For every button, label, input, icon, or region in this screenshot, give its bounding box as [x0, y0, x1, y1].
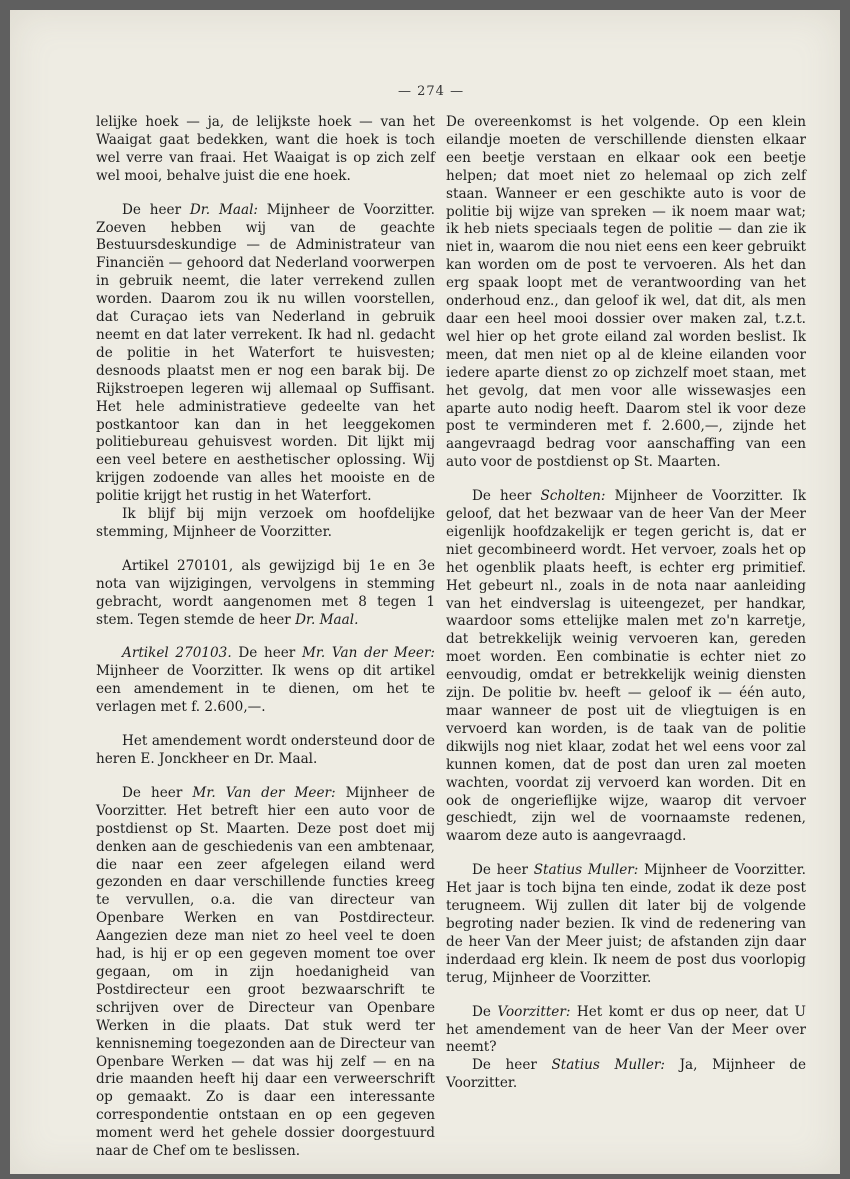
- speaker-name: Voorzitter:: [497, 1003, 571, 1020]
- article-heading: Artikel 270103.: [122, 645, 232, 662]
- right-column: [446, 114, 806, 1093]
- paragraph: De Voorzitter: Het komt er dus op neer, dat U het amendement van de heer Van der Meer over neemt?: [446, 1003, 806, 1056]
- paragraph: De overeenkomst is het volgende. Op een klein eilandje moeten de verschillende diensten elkaar een beetje verstaan en elkaar ook een beetje helpen; dat moet niet zo helemaal op zich zelf staan. Wanneer er een geschikte auto is voor de politie bij wijze van spreken — ik noem maar wat; ik heb niets speciaals tegen de politie — dan zie ik niet in, waarom die nou niet eens een keer gebruikt kan worden om de post te vervoeren. Als het dan erg spaak loopt met de verantwoording van het onderhoud enz., dan geloof ik wel, dat dit, als men daar een heel mooi dossier over maken zal, t.z.t. wel hier op het grote eiland zal worden beslist. Ik meen, dat men niet op al de kleine eilanden voor iedere aparte dienst zo op zichzelf moet staan, met het gevolg, dat men voor alle wissewasjes een aparte auto nodig heeft. Daarom stel ik voor deze post te verminderen met f. 2.600,—, zijnde het aangevraagd bedrag voor aanschaffing van een auto voor de postdienst op St. Maarten.: [446, 114, 806, 471]
- paragraph: lelijke hoek — ja, de lelijkste hoek — van het Waaigat gaat bedekken, want die hoek is toch wel verre van fraai. Het Waaigat is op zich zelf wel mooi, behalve juist die ene hoek.: [96, 114, 435, 184]
- speaker-name: Mr. Van der Meer:: [301, 645, 436, 662]
- speaker-name: Mr. Van der Meer:: [192, 784, 336, 801]
- paragraph: De heer Mr. Van der Meer: Mijnheer de Voorzitter. Het betreft hier een auto voor de postdienst op St. Maarten. Deze post doet mij denken aan de geschiedenis van een ambtenaar, die naar een zeer afgelegen eiland werd gezonden en daar verschillende functies kreeg te vervullen, o.a. die van directeur van Openbare Werken en van Postdirecteur. Aangezien deze man niet zo heel veel te doen had, is hij er op een gegeven moment toe over gegaan, om in zijn hoedanigheid van Postdirecteur een groot bezwaarschrift te schrijven over de Directeur van Openbare Werken in die plaats. Dat stuk werd ter kennisneming toegezonden aan de Directeur van Openbare Werken — dat was hij zelf — en na drie maanden heeft hij daar een verweerschrift op gemaakt. Zo is daar een interessante correspondentie ontstaan en op een gegeven moment werd het gehele dossier doorgestuurd naar de Chef om te beslissen.: [96, 784, 436, 1160]
- speaker-name: Scholten:: [540, 488, 606, 505]
- paragraph: Artikel 270103. De heer Mr. Van der Meer: Mijnheer de Voorzitter. Ik wens op dit artikel een amendement in te dienen, om het te verlagen met f. 2.600,—.: [96, 645, 436, 716]
- paragraph: Het amendement wordt ondersteund door de heren E. Jonckheer en Dr. Maal.: [96, 733, 435, 767]
- paragraph: De heer Scholten: Mijnheer de Voorzitter. Ik geloof, dat het bezwaar van de heer Van der Meer eigenlijk hoofdzakelijk er tegen gericht is, dat er niet gecombineerd wordt. Het vervoer, zoals het op het ogenblik plaats heeft, is echter erg primitief. Het gebeurt nl., zoals in de nota naar aanleiding van het eindverslag is uiteengezet, per handkar, waardoor soms ettelijke malen met zo'n karretje, dat betrekkelijk weinig vervoeren kan, gereden moet worden. Een combinatie is echter niet zo eenvoudig, omdat er betrekkelijk weinig diensten zijn. De politie bv. heeft — geloof ik — één auto, maar wanneer de post uit de vliegtuigen is en vervoerd kan worden, is de taak van de politie dikwijls nog niet klaar, zodat het wel eens voor zal kunnen komen, dat de post dan uren zal moeten wachten, voordat zij vervoerd kan worden. Dit en ook de ongerieflijke wijze, waarop dit vervoer geschiedt, zijn wel de voornaamste redenen, waarom deze auto is aangevraagd.: [446, 488, 806, 845]
- speaker-name: Dr. Maal:: [189, 201, 258, 218]
- speaker-name: Statius Muller:: [551, 1057, 665, 1074]
- paragraph: De heer Dr. Maal: Mijnheer de Voorzitter. Zoeven hebben wij van de geachte Bestuursdeskundige — de Administrateur van Financiën — gehoord dat Nederland voorwerpen in gebruik neemt, die later verrekend zullen worden. Daarom zou ik nu willen voorstellen, dat Curaçao iets van Nederland in gebruik neemt en dat later verrekent. Ik had nl. gedacht de politie in het Waterfort te huisvesten; desnoods plaatst men er nog een barak bij. De Rijkstroepen legeren wij allemaal op Suffisant. Het hele administratieve gedeelte van het postkantoor kan dan in het leeggekomen politiebureau gehuisvest worden. Dit lijkt mij een veel betere en aesthetischer oplossing. Wij krijgen zodoende van alles het mooiste en de politie krijgt het rustig in het Waterfort.: [96, 201, 435, 505]
- speaker-name: Dr. Maal.: [295, 611, 359, 628]
- left-column: [96, 114, 435, 1161]
- speaker-name: Statius Muller:: [533, 862, 639, 879]
- paragraph: De heer Statius Muller: Ja, Mijnheer de Voorzitter.: [446, 1057, 806, 1092]
- paragraph: Artikel 270101, als gewijzigd bij 1e en 3e nota van wijzigingen, vervolgens in stemming gebracht, wordt aangenomen met 8 tegen 1 stem. Tegen stemde de heer Dr. Maal.: [96, 557, 435, 628]
- paragraph: Ik blijf bij mijn verzoek om hoofdelijke stemming, Mijnheer de Voorzitter.: [96, 506, 435, 540]
- page-number: — 274 —: [398, 84, 465, 99]
- paragraph: De heer Statius Muller: Mijnheer de Voorzitter. Het jaar is toch bijna ten einde, zodat ik deze post terugneem. Wij zullen dit later bij de volgende begroting nader bezien. Ik vind de redenering van de heer Van der Meer juist; de afstanden zijn daar inderdaad erg klein. Ik neem de post dus voorlopig terug, Mijnheer de Voorzitter.: [446, 862, 807, 986]
- document-page: [10, 10, 840, 1174]
